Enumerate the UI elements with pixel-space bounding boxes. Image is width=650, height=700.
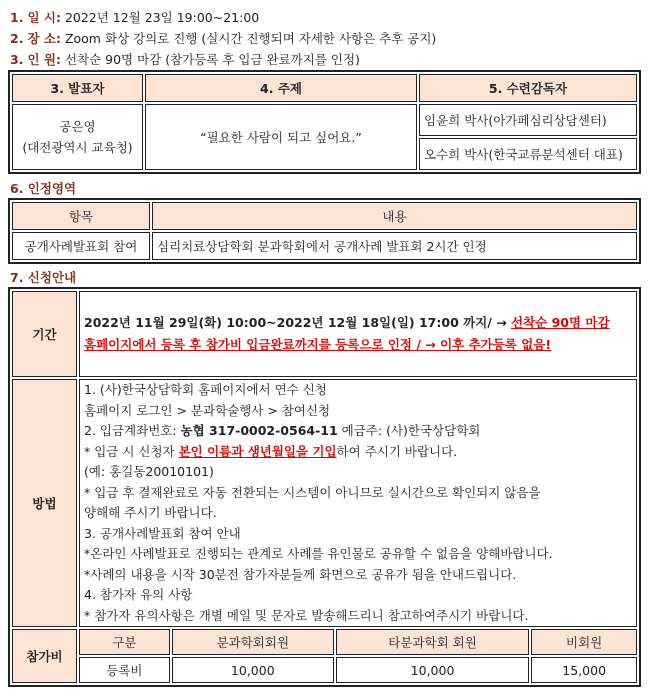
info-date: 1. 일 시: 2022년 12월 23일 19:00~21:00 xyxy=(10,10,260,25)
header-supervisor: 5. 수련감독자 xyxy=(419,74,637,102)
supervisor-1: 임윤희 박사(아가페심리상담센터) xyxy=(419,104,637,136)
info-place-value: Zoom 화상 강의로 진행 (실시간 진행되며 자세한 사항은 추후 공지) xyxy=(64,31,437,46)
method-line-3: 2. 입금계좌번호: 농협 317-0002-0564-11 예금주: (사)한국상담학회 xyxy=(84,423,481,438)
presenter-cell xyxy=(12,104,143,170)
presenter-org: (대전광역시 교육청) xyxy=(22,140,133,155)
method-line-1: 1. (사)한국상담학회 홈페이지에서 연수 신청 xyxy=(84,382,327,397)
recognition-table xyxy=(8,198,641,264)
header-topic: 4. 주제 xyxy=(145,74,417,102)
method-line-12: * 참가자 유의사항은 개별 메일 및 문자로 발송해드리니 참고하여주시기 바랍니다. xyxy=(84,607,529,623)
method-label: 방법 xyxy=(12,379,77,627)
section7-title: 7. 신청안내 xyxy=(10,270,77,285)
method-line-7: 양해해 주시기 바랍니다. xyxy=(84,505,217,520)
fee-label: 참가비 xyxy=(12,629,77,683)
recognition-item: 공개사례발표회 참여 xyxy=(12,232,150,260)
period-text: 2022년 11월 29일(화) 10:00~2022년 12월 18일(일) 17:00 까지/ → xyxy=(84,315,512,330)
info-people-label: 인 원 xyxy=(27,52,56,67)
fee-header-member: 분과학회회원 xyxy=(172,629,334,655)
info-people: 3. 인 원: 선착순 90명 마감 (참가등록 후 입금 완료까지를 인정) xyxy=(10,52,360,67)
topic-cell: “필요한 사람이 되고 싶어요.” xyxy=(145,104,417,170)
recognition-header-content: 내용 xyxy=(152,202,637,230)
recognition-header-item: 항목 xyxy=(12,202,150,230)
supervisor-2: 오수희 박사(한국교류분석센터 대표) xyxy=(419,138,637,170)
recognition-content: 심리치료상담학회 분과학회에서 공개사례 발표회 2시간 인정 xyxy=(152,232,637,260)
info-date-label: 일 시 xyxy=(27,10,56,25)
period-red-1: 선착순 90명 마감 xyxy=(511,315,610,330)
period-cell xyxy=(79,291,637,377)
header-presenter: 3. 발표자 xyxy=(12,74,143,102)
info-people-num: 3. xyxy=(10,52,24,67)
method-line-8: 3. 공개사례발표회 참여 안내 xyxy=(84,525,241,541)
fee-row-member: 10,000 xyxy=(172,657,334,683)
method-line-10: *사례의 내용을 시작 30분전 참가자분들께 화면으로 공유가 됨을 안내드립니다. xyxy=(84,566,517,582)
period-label: 기간 xyxy=(12,291,77,377)
fee-row-other-member: 10,000 xyxy=(336,657,530,683)
period-red-2: 홈페이지에서 등록 후 참가비 입금완료까지를 등록으로 인정 / → 이후 추가등록 없음! xyxy=(84,337,552,352)
method-line-11: 4. 참가자 유의 사항 xyxy=(84,587,193,602)
info-place: 2. 장 소: Zoom 화상 강의로 진행 (실시간 진행되며 자세한 사항은 추후 공지) xyxy=(10,31,437,46)
method-cell xyxy=(79,379,637,627)
info-place-num: 2. xyxy=(10,31,24,46)
method-line-6: * 입금 후 결제완료로 자동 전환되는 시스템이 아니므로 실시간으로 확인되지 않음을 xyxy=(84,484,541,500)
info-place-label: 장 소 xyxy=(27,31,56,46)
name-birth-note: 본인 이름과 생년월일을 기입 xyxy=(178,443,337,459)
method-line-5: (예: 홍길동20010101) xyxy=(84,464,214,479)
fee-row-nonmember: 15,000 xyxy=(531,657,637,683)
presenter-name: 공은영 xyxy=(59,119,96,134)
section6-title: 6. 인정영역 xyxy=(10,181,77,196)
fee-header-other-member: 타분과학회 회원 xyxy=(336,629,530,655)
info-date-value: 2022년 12월 23일 19:00~21:00 xyxy=(64,10,260,25)
fee-row-type: 등록비 xyxy=(79,657,170,683)
bank-account: 농협 317-0002-0564-11 xyxy=(180,423,338,438)
presenter-table xyxy=(8,70,641,174)
method-line-2: 홈페이지 로그인 > 분과학술행사 > 참여신청 xyxy=(84,402,331,418)
fee-header-nonmember: 비회원 xyxy=(531,629,637,655)
fee-header-type: 구분 xyxy=(79,629,170,655)
info-date-num: 1. xyxy=(10,10,24,25)
method-line-9: *온라인 사례발표로 진행되는 관계로 사례를 유인물로 공유할 수 없음을 양해바랍니다. xyxy=(84,546,553,561)
application-table xyxy=(8,287,641,687)
info-people-value: 선착순 90명 마감 (참가등록 후 입금 완료까지를 인정) xyxy=(64,52,360,67)
method-line-4: * 입금 시 신청자 본인 이름과 생년월일을 기입하여 주시기 바랍니다. xyxy=(84,443,458,459)
